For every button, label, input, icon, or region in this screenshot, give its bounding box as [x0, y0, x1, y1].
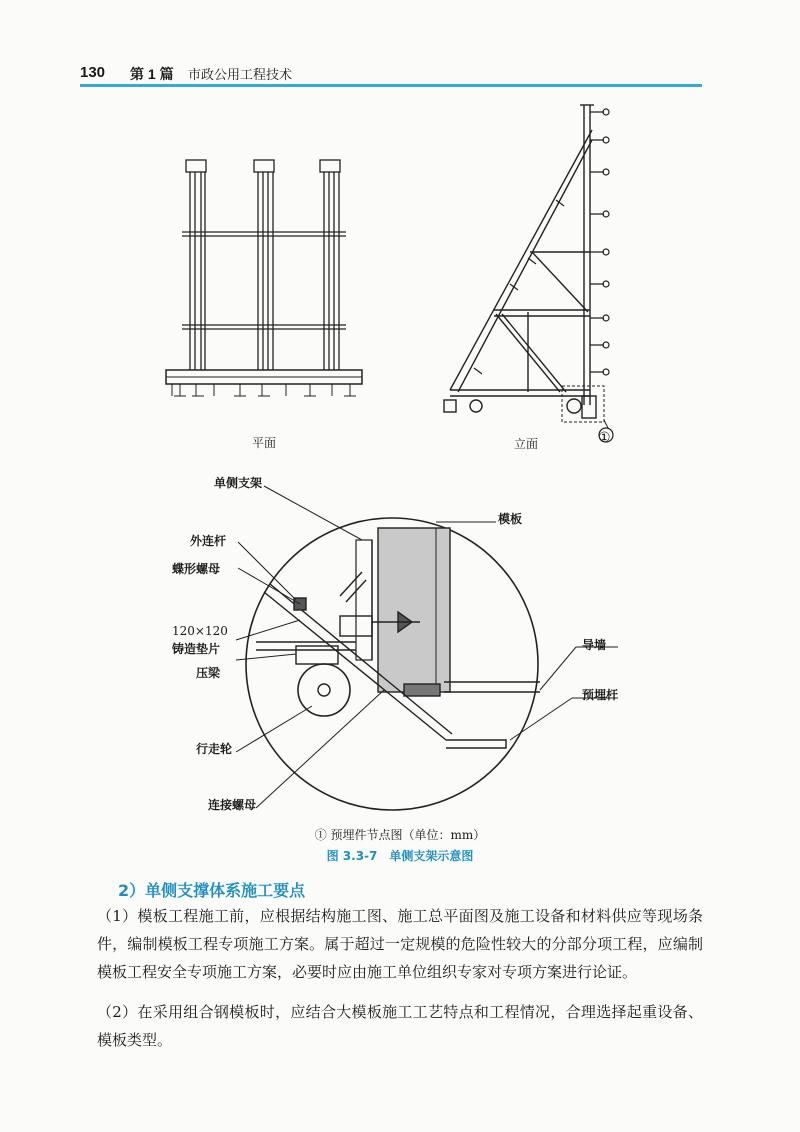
label-outer-link: 外连杆 — [190, 534, 227, 548]
label-single-side-frame: 单侧支架 — [214, 476, 263, 490]
plan-label: 平面 — [252, 436, 277, 450]
paragraph-1: （1）模板工程施工前，应根据结构施工图、施工总平面图及施工设备和材料供应等现场条件，编制模板工程专项施工方案。属于超过一定规模的危险性较大的分部分项工程，应编制模板工程安全专项施工方案，必要时应由施工单位组织专家对专项方案进行论证。 — [97, 907, 703, 981]
label-wheel: 行走轮 — [196, 742, 233, 756]
label-plate-size: 120×120 — [172, 624, 228, 638]
label-butterfly-nut: 蝶形螺母 — [172, 562, 221, 576]
elevation-view-drawing — [444, 105, 613, 442]
page-number: 130 — [80, 64, 106, 81]
section-heading: 2）单侧支撑体系施工要点 — [118, 881, 306, 900]
label-cast-plate: 铸造垫片 — [172, 642, 221, 656]
plan-view-drawing — [166, 160, 362, 396]
label-press-beam: 压梁 — [196, 666, 221, 680]
chapter-title: 市政公用工程技术 — [188, 67, 293, 82]
label-embedded-rod: 预埋杆 — [582, 688, 619, 702]
label-connect-nut: 连接螺母 — [208, 798, 257, 812]
part-title: 第 1 篇 — [130, 66, 174, 82]
figure-caption: 图 3.3-7 单侧支架示意图 — [326, 849, 474, 863]
detail-ref-mark: ① — [598, 430, 611, 446]
label-guide-wall: 导墙 — [582, 638, 607, 652]
label-formwork: 模板 — [498, 512, 523, 526]
detail-view-drawing — [246, 518, 540, 810]
paragraph-2: （2）在采用组合钢模板时，应结合大模板施工工艺特点和工程情况，合理选择起重设备、模板类型。 — [97, 1003, 703, 1049]
detail-caption: ① 预埋件节点图（单位：mm） — [314, 828, 486, 842]
elevation-label: 立面 — [514, 437, 539, 451]
